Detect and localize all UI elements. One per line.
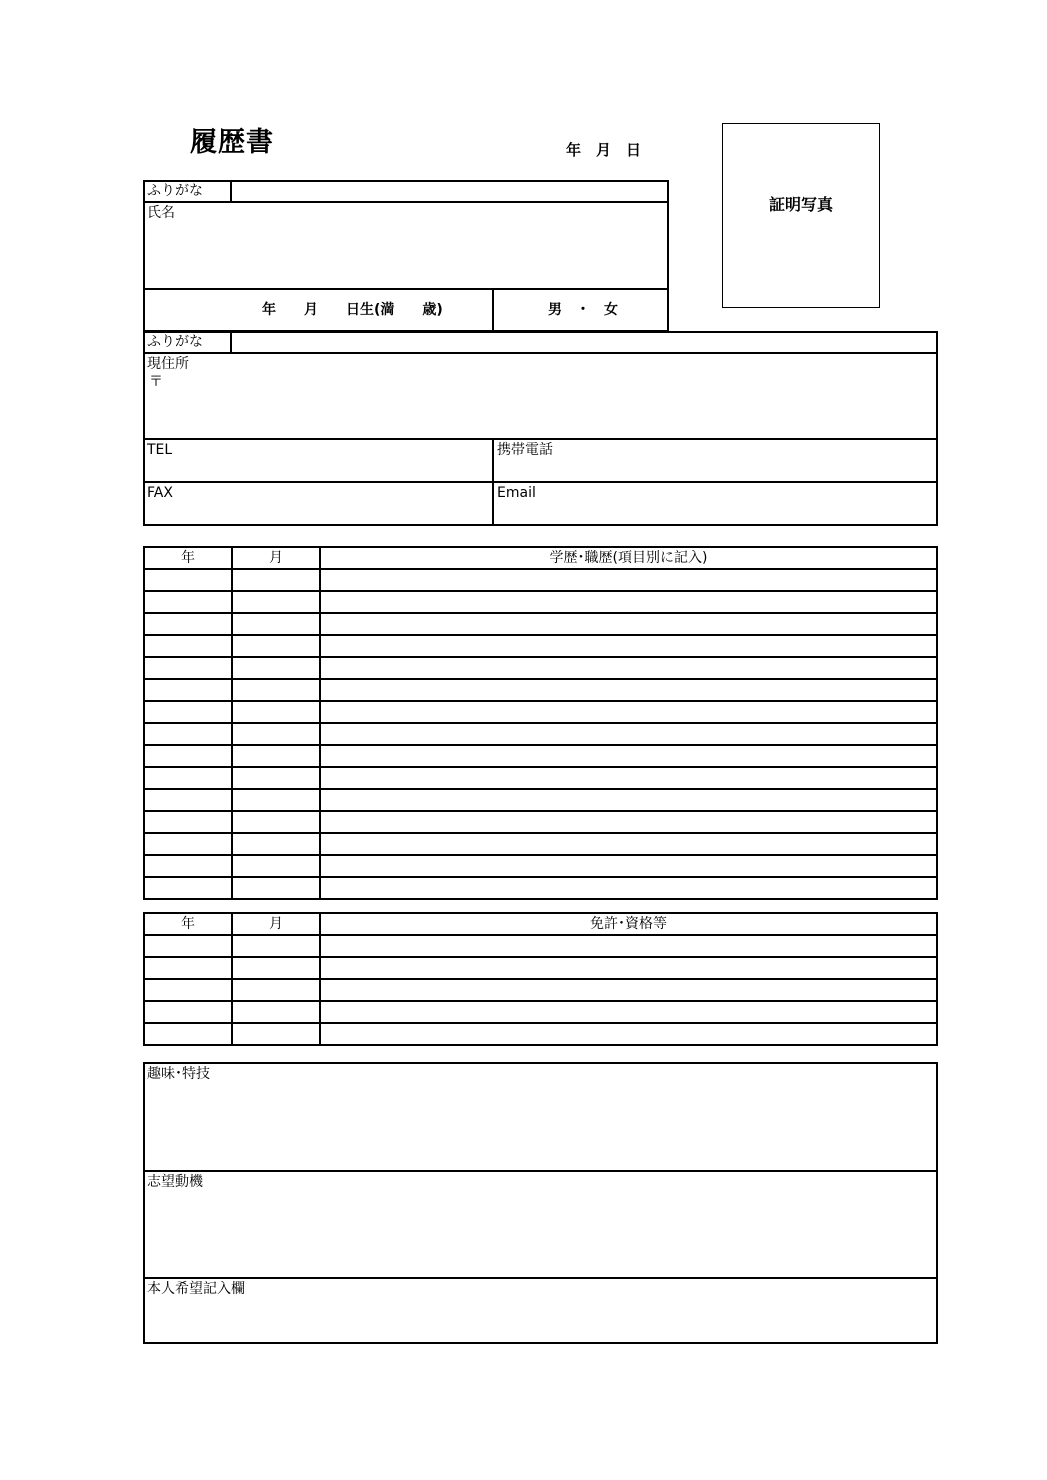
year-header: 年 xyxy=(144,913,232,935)
month-cell[interactable] xyxy=(232,613,320,635)
hobbies-field[interactable] xyxy=(145,1084,936,1169)
month-cell[interactable] xyxy=(232,957,320,979)
name-furigana-label: ふりがな xyxy=(147,183,203,199)
month-header: 月 xyxy=(232,913,320,935)
divider xyxy=(143,481,938,483)
year-cell[interactable] xyxy=(144,591,232,613)
history-row xyxy=(144,811,937,833)
year-cell[interactable] xyxy=(144,679,232,701)
gender-field[interactable]: 男 ・ 女 xyxy=(548,302,618,318)
motivation-field[interactable] xyxy=(145,1192,936,1276)
history-row xyxy=(144,855,937,877)
name-label: 氏名 xyxy=(147,205,175,221)
address-furigana-label: ふりがな xyxy=(147,334,203,350)
divider xyxy=(492,438,494,526)
entry-cell[interactable] xyxy=(320,811,937,833)
month-cell[interactable] xyxy=(232,1001,320,1023)
fax-field[interactable] xyxy=(145,501,490,524)
license-table xyxy=(143,912,938,1046)
email-field[interactable] xyxy=(495,501,936,524)
history-row xyxy=(144,569,937,591)
history-row xyxy=(144,723,937,745)
month-cell[interactable] xyxy=(232,833,320,855)
entry-cell[interactable] xyxy=(320,591,937,613)
email-label: Email xyxy=(497,485,536,501)
month-cell[interactable] xyxy=(232,789,320,811)
motivation-label: 志望動機 xyxy=(147,1174,203,1190)
month-cell[interactable] xyxy=(232,1023,320,1045)
license-row xyxy=(144,979,937,1001)
year-cell[interactable] xyxy=(144,569,232,591)
history-row xyxy=(144,833,937,855)
year-cell[interactable] xyxy=(144,723,232,745)
year-header: 年 xyxy=(144,547,232,569)
month-cell[interactable] xyxy=(232,935,320,957)
history-header: 学歴･職歴(項目別に記入) xyxy=(320,547,937,569)
license-row xyxy=(144,1023,937,1045)
entry-cell[interactable] xyxy=(320,723,937,745)
requests-field[interactable] xyxy=(145,1299,936,1342)
month-cell[interactable] xyxy=(232,767,320,789)
mobile-label: 携帯電話 xyxy=(497,442,553,458)
history-row xyxy=(144,591,937,613)
history-table xyxy=(143,546,938,900)
divider xyxy=(143,1170,938,1172)
year-cell[interactable] xyxy=(144,657,232,679)
history-header-row xyxy=(144,547,937,569)
divider xyxy=(143,288,669,290)
year-cell[interactable] xyxy=(144,811,232,833)
entry-cell[interactable] xyxy=(320,957,937,979)
address-field[interactable] xyxy=(145,372,936,437)
date-field[interactable]: 年 月 日 xyxy=(566,141,642,159)
entry-cell[interactable] xyxy=(320,679,937,701)
entry-cell[interactable] xyxy=(320,935,937,957)
entry-cell[interactable] xyxy=(320,745,937,767)
entry-cell[interactable] xyxy=(320,767,937,789)
month-cell[interactable] xyxy=(232,635,320,657)
year-cell[interactable] xyxy=(144,1001,232,1023)
entry-cell[interactable] xyxy=(320,979,937,1001)
entry-cell[interactable] xyxy=(320,855,937,877)
history-row xyxy=(144,745,937,767)
license-row xyxy=(144,957,937,979)
license-row xyxy=(144,935,937,957)
divider xyxy=(143,201,669,203)
year-cell[interactable] xyxy=(144,745,232,767)
history-row xyxy=(144,877,937,899)
hobbies-label: 趣味･特技 xyxy=(147,1066,210,1082)
tel-field[interactable] xyxy=(145,458,490,480)
year-cell[interactable] xyxy=(144,789,232,811)
divider xyxy=(492,288,494,332)
year-cell[interactable] xyxy=(144,635,232,657)
divider xyxy=(143,438,938,440)
address-furigana-field[interactable] xyxy=(232,333,936,352)
history-row xyxy=(144,701,937,723)
entry-cell[interactable] xyxy=(320,1023,937,1045)
document-title: 履歴書 xyxy=(190,127,274,158)
postal-mark: 〒 xyxy=(149,374,163,390)
history-row xyxy=(144,635,937,657)
year-cell[interactable] xyxy=(144,957,232,979)
history-row xyxy=(144,679,937,701)
entry-cell[interactable] xyxy=(320,701,937,723)
year-cell[interactable] xyxy=(144,833,232,855)
year-cell[interactable] xyxy=(144,701,232,723)
entry-cell[interactable] xyxy=(320,569,937,591)
month-cell[interactable] xyxy=(232,877,320,899)
month-cell[interactable] xyxy=(232,569,320,591)
fax-label: FAX xyxy=(147,485,173,501)
month-cell[interactable] xyxy=(232,811,320,833)
history-row xyxy=(144,767,937,789)
year-cell[interactable] xyxy=(144,1023,232,1045)
address-label: 現住所 xyxy=(147,356,189,372)
year-cell[interactable] xyxy=(144,877,232,899)
tel-label: TEL xyxy=(147,442,173,458)
year-cell[interactable] xyxy=(144,979,232,1001)
photo-box[interactable] xyxy=(722,123,880,308)
birth-date-field[interactable]: 年 月 日生(満 歳) xyxy=(262,302,443,318)
year-cell[interactable] xyxy=(144,613,232,635)
photo-label: 証明写真 xyxy=(768,195,833,214)
license-header-row xyxy=(144,913,937,935)
history-row xyxy=(144,613,937,635)
name-furigana-field[interactable] xyxy=(232,182,667,201)
entry-cell[interactable] xyxy=(320,657,937,679)
license-row xyxy=(144,1001,937,1023)
month-cell[interactable] xyxy=(232,979,320,1001)
history-row xyxy=(144,789,937,811)
mobile-field[interactable] xyxy=(495,458,936,480)
divider xyxy=(143,1277,938,1279)
month-cell[interactable] xyxy=(232,591,320,613)
entry-cell[interactable] xyxy=(320,789,937,811)
month-cell[interactable] xyxy=(232,679,320,701)
month-cell[interactable] xyxy=(232,723,320,745)
year-cell[interactable] xyxy=(144,855,232,877)
entry-cell[interactable] xyxy=(320,833,937,855)
month-cell[interactable] xyxy=(232,701,320,723)
month-header: 月 xyxy=(232,547,320,569)
entry-cell[interactable] xyxy=(320,1001,937,1023)
requests-label: 本人希望記入欄 xyxy=(147,1281,245,1297)
month-cell[interactable] xyxy=(232,855,320,877)
entry-cell[interactable] xyxy=(320,613,937,635)
name-field[interactable] xyxy=(145,222,667,287)
year-cell[interactable] xyxy=(144,935,232,957)
entry-cell[interactable] xyxy=(320,877,937,899)
divider xyxy=(143,352,938,354)
month-cell[interactable] xyxy=(232,657,320,679)
year-cell[interactable] xyxy=(144,767,232,789)
license-header: 免許･資格等 xyxy=(320,913,937,935)
history-row xyxy=(144,657,937,679)
month-cell[interactable] xyxy=(232,745,320,767)
entry-cell[interactable] xyxy=(320,635,937,657)
